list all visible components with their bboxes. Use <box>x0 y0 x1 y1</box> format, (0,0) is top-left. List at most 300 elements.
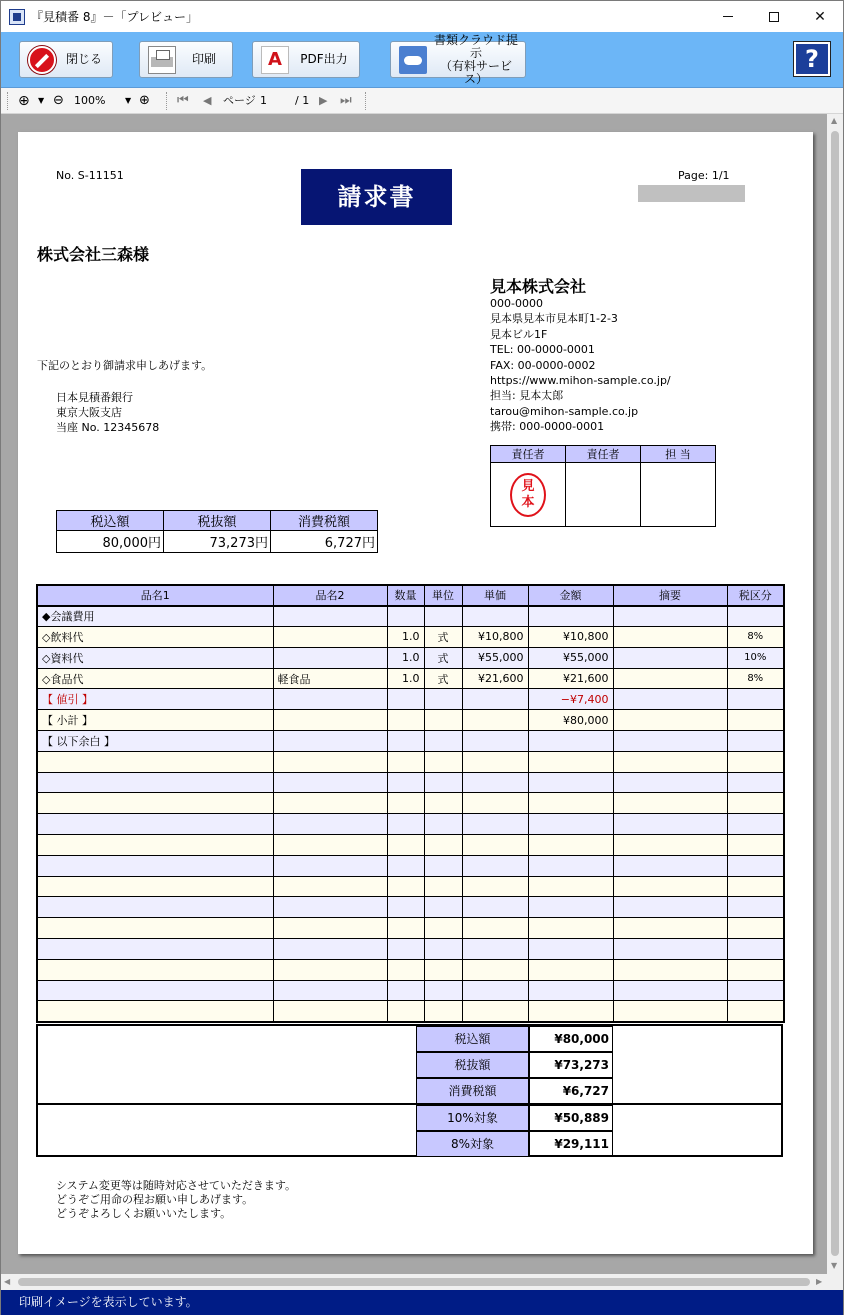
table-cell <box>462 939 528 960</box>
maximize-button[interactable] <box>751 1 797 32</box>
table-cell: 8% <box>727 627 784 648</box>
table-cell <box>424 855 462 876</box>
table-row <box>37 980 784 1001</box>
first-page-icon[interactable]: ⏮ <box>177 93 189 108</box>
column-header: 摘要 <box>613 585 727 606</box>
table-cell <box>613 689 727 710</box>
table-cell <box>387 939 424 960</box>
greeting-text: 下記のとおり御請求申しあげます。 <box>37 359 213 372</box>
help-button[interactable]: ? <box>794 42 830 76</box>
bank-line: 日本見積番銀行 <box>56 391 133 404</box>
bank-info <box>56 390 159 435</box>
summary-header: 消費税額 <box>271 511 378 531</box>
table-cell <box>528 751 613 772</box>
table-cell <box>462 876 528 897</box>
items-table <box>36 584 785 1023</box>
zoom-level[interactable]: 100% <box>74 94 106 107</box>
table-row <box>37 731 784 752</box>
note-line: システム変更等は随時対応させていただきます。 <box>56 1179 297 1192</box>
table-cell <box>273 814 387 835</box>
preview-navbar <box>1 88 843 114</box>
cloud-folder-icon <box>399 46 427 74</box>
table-cell <box>613 710 727 731</box>
approval-header: 責任者 <box>491 446 566 463</box>
app-icon <box>9 9 25 25</box>
table-cell <box>528 731 613 752</box>
table-cell <box>273 793 387 814</box>
table-row <box>37 647 784 668</box>
table-cell <box>37 876 273 897</box>
table-cell <box>424 710 462 731</box>
summary-header: 税抜額 <box>164 511 271 531</box>
table-row <box>37 835 784 856</box>
table-cell <box>37 939 273 960</box>
total-value: ¥73,273 <box>529 1052 613 1078</box>
toolbar-grip <box>7 92 9 110</box>
zoom-level-dropdown-icon[interactable]: ▼ <box>125 96 132 105</box>
table-cell: 1.0 <box>387 668 424 689</box>
table-cell <box>613 1001 727 1022</box>
table-cell <box>273 835 387 856</box>
minimize-icon <box>723 16 733 17</box>
total-row <box>416 1131 613 1157</box>
table-cell <box>727 876 784 897</box>
horizontal-scroll-thumb[interactable] <box>18 1278 810 1286</box>
table-cell <box>613 668 727 689</box>
table-row <box>37 751 784 772</box>
table-cell <box>727 710 784 731</box>
table-cell <box>424 731 462 752</box>
print-button-label: 印刷 <box>191 52 216 66</box>
table-cell: 【 以下余白 】 <box>37 731 273 752</box>
total-value: ¥50,889 <box>529 1105 613 1131</box>
notes <box>56 1179 296 1221</box>
table-cell <box>528 876 613 897</box>
total-label: 税込額 <box>416 1026 529 1052</box>
zoom-in-icon[interactable]: ⊕ <box>139 93 150 108</box>
table-row <box>37 1001 784 1022</box>
pdf-button-label: PDF出力 <box>300 52 348 66</box>
table-cell <box>37 751 273 772</box>
table-cell <box>273 751 387 772</box>
table-cell <box>273 980 387 1001</box>
table-cell <box>37 959 273 980</box>
summary-value: 73,273円 <box>164 531 271 553</box>
gray-bar <box>638 185 745 202</box>
status-bar: 印刷イメージを表示しています。 <box>1 1290 843 1315</box>
window-title: 『見積番 8』－「プレビュー」 <box>31 10 198 24</box>
table-cell <box>273 689 387 710</box>
table-cell <box>387 772 424 793</box>
table-cell <box>387 980 424 1001</box>
table-cell <box>387 918 424 939</box>
table-cell: 8% <box>727 668 784 689</box>
table-cell <box>37 1001 273 1022</box>
address-line: 見本ビル1F <box>490 327 548 341</box>
table-cell <box>273 710 387 731</box>
table-cell <box>528 793 613 814</box>
table-cell <box>424 918 462 939</box>
horizontal-scrollbar[interactable] <box>1 1274 843 1290</box>
table-cell <box>613 731 727 752</box>
table-cell: 式 <box>424 668 462 689</box>
table-cell <box>727 606 784 627</box>
page-indicator: Page: 1/1 <box>678 169 730 182</box>
table-cell <box>462 710 528 731</box>
table-cell <box>613 939 727 960</box>
table-cell: 式 <box>424 647 462 668</box>
total-value: ¥6,727 <box>529 1078 613 1104</box>
column-header: 金額 <box>528 585 613 606</box>
table-cell <box>462 731 528 752</box>
table-cell <box>387 710 424 731</box>
table-cell: ¥21,600 <box>462 668 528 689</box>
table-cell <box>424 897 462 918</box>
vertical-scrollbar[interactable] <box>827 114 843 1274</box>
table-cell: 1.0 <box>387 627 424 648</box>
table-cell <box>424 606 462 627</box>
table-cell: 10% <box>727 647 784 668</box>
table-cell <box>462 835 528 856</box>
table-row <box>37 627 784 648</box>
scroll-right-icon[interactable]: ▶ <box>816 1277 823 1286</box>
table-cell <box>727 1001 784 1022</box>
table-cell <box>424 876 462 897</box>
minimize-button[interactable] <box>705 1 751 32</box>
table-row <box>37 710 784 731</box>
cloud-label-line1: 書類クラウド提示 <box>433 32 518 60</box>
prev-page-icon[interactable]: ◀ <box>203 94 212 107</box>
issuer-company: 見本株式会社 <box>490 277 587 296</box>
table-cell <box>273 855 387 876</box>
table-cell <box>424 835 462 856</box>
totals-box <box>36 1024 783 1157</box>
approval-header: 担 当 <box>641 446 716 463</box>
address-line: TEL: 00-0000-0001 <box>490 343 595 357</box>
table-cell: ¥10,800 <box>462 627 528 648</box>
printer-icon <box>148 46 176 74</box>
cloud-label-line2: （有料サービス） <box>439 58 512 86</box>
table-cell <box>613 627 727 648</box>
table-cell <box>273 918 387 939</box>
column-header: 数量 <box>387 585 424 606</box>
table-cell <box>528 814 613 835</box>
table-cell <box>462 772 528 793</box>
table-cell <box>727 980 784 1001</box>
table-cell: ¥55,000 <box>528 647 613 668</box>
total-label: 10%対象 <box>416 1105 529 1131</box>
table-row <box>37 772 784 793</box>
table-cell <box>727 689 784 710</box>
table-cell <box>528 772 613 793</box>
table-cell <box>273 627 387 648</box>
table-cell <box>462 793 528 814</box>
approval-header: 責任者 <box>566 446 641 463</box>
summary-value: 6,727円 <box>271 531 378 553</box>
table-cell <box>462 606 528 627</box>
table-cell <box>462 751 528 772</box>
table-cell: ◇食品代 <box>37 668 273 689</box>
table-cell: −¥7,400 <box>528 689 613 710</box>
table-cell <box>462 855 528 876</box>
table-row <box>37 918 784 939</box>
total-row <box>416 1105 613 1131</box>
table-row <box>37 959 784 980</box>
summary-header: 税込額 <box>57 511 164 531</box>
vertical-scroll-thumb[interactable] <box>831 131 839 1256</box>
table-cell <box>528 606 613 627</box>
stamp-char: 見 <box>521 478 535 494</box>
summary-table <box>56 510 378 553</box>
address-line: 見本県見本市見本町1-2-3 <box>490 312 618 326</box>
table-cell: ¥80,000 <box>528 710 613 731</box>
table-cell <box>273 606 387 627</box>
table-row <box>37 855 784 876</box>
table-cell <box>37 814 273 835</box>
table-cell <box>387 793 424 814</box>
scroll-up-icon[interactable]: ▲ <box>831 116 838 125</box>
approval-cell <box>566 463 641 527</box>
table-cell <box>613 897 727 918</box>
table-cell <box>387 731 424 752</box>
title-bar <box>1 1 843 32</box>
column-header: 単位 <box>424 585 462 606</box>
table-cell <box>727 939 784 960</box>
total-row <box>416 1078 613 1104</box>
table-cell <box>37 793 273 814</box>
table-row <box>37 897 784 918</box>
table-cell <box>387 1001 424 1022</box>
table-cell <box>613 647 727 668</box>
scroll-down-icon[interactable]: ▼ <box>831 1261 838 1270</box>
name-stamp <box>510 473 546 517</box>
table-cell <box>37 980 273 1001</box>
bank-line: 当座 No. 12345678 <box>56 421 160 434</box>
table-cell <box>727 897 784 918</box>
table-cell: ¥55,000 <box>462 647 528 668</box>
total-value: ¥29,111 <box>529 1131 613 1157</box>
table-cell <box>273 647 387 668</box>
approval-table <box>490 445 716 527</box>
table-cell <box>528 897 613 918</box>
table-cell <box>462 918 528 939</box>
table-cell <box>387 835 424 856</box>
table-cell <box>387 897 424 918</box>
table-cell: ◆会議費用 <box>37 606 273 627</box>
table-cell <box>727 731 784 752</box>
table-cell <box>528 1001 613 1022</box>
table-cell <box>462 814 528 835</box>
table-cell <box>727 918 784 939</box>
table-cell <box>727 855 784 876</box>
table-cell <box>273 772 387 793</box>
table-cell <box>613 918 727 939</box>
document-number: No. S-11151 <box>56 169 124 182</box>
items-header-row <box>37 585 784 606</box>
close-button-label: 閉じる <box>65 52 102 66</box>
table-row <box>37 689 784 710</box>
table-cell <box>613 980 727 1001</box>
table-row <box>37 814 784 835</box>
table-cell <box>528 918 613 939</box>
pdf-export-button[interactable] <box>252 41 360 78</box>
table-cell <box>462 959 528 980</box>
table-cell <box>424 814 462 835</box>
table-row <box>37 876 784 897</box>
table-cell: ◇飲料代 <box>37 627 273 648</box>
table-cell <box>273 959 387 980</box>
table-cell <box>37 855 273 876</box>
table-row <box>37 793 784 814</box>
table-cell <box>462 689 528 710</box>
table-cell: 式 <box>424 627 462 648</box>
table-cell <box>613 876 727 897</box>
table-cell <box>37 918 273 939</box>
table-cell <box>528 835 613 856</box>
table-cell <box>462 897 528 918</box>
zoom-dropdown-icon[interactable]: ▼ <box>38 96 45 105</box>
table-cell <box>424 980 462 1001</box>
table-cell <box>387 814 424 835</box>
zoom-out-icon[interactable]: ⊖ <box>53 93 64 108</box>
close-window-button[interactable] <box>797 1 843 32</box>
last-page-icon[interactable]: ⏭ <box>340 93 352 108</box>
table-cell <box>273 876 387 897</box>
note-line: どうぞご用命の程お願い申しあげます。 <box>56 1193 254 1206</box>
table-cell <box>424 1001 462 1022</box>
toolbar-separator <box>166 92 168 110</box>
table-cell <box>727 835 784 856</box>
table-cell <box>727 959 784 980</box>
table-cell <box>387 959 424 980</box>
total-label: 8%対象 <box>416 1131 529 1157</box>
total-row <box>416 1026 613 1052</box>
table-cell: 1.0 <box>387 647 424 668</box>
table-cell <box>613 959 727 980</box>
table-cell <box>387 855 424 876</box>
table-cell <box>727 793 784 814</box>
table-cell <box>727 814 784 835</box>
table-cell <box>613 772 727 793</box>
table-cell <box>727 751 784 772</box>
scroll-left-icon[interactable]: ◀ <box>4 1277 11 1286</box>
address-line: https://www.mihon-sample.co.jp/ <box>490 374 671 388</box>
print-button[interactable] <box>139 41 233 78</box>
stamp-char: 本 <box>521 494 535 510</box>
close-button[interactable] <box>19 41 113 78</box>
table-cell <box>424 939 462 960</box>
total-row <box>416 1052 613 1078</box>
table-cell <box>613 814 727 835</box>
table-cell <box>528 959 613 980</box>
document-page <box>18 132 813 1254</box>
pdf-icon <box>261 46 289 74</box>
table-cell <box>424 959 462 980</box>
table-cell: 【 小計 】 <box>37 710 273 731</box>
table-cell <box>462 980 528 1001</box>
toolbar <box>1 32 843 88</box>
table-cell <box>387 751 424 772</box>
zoom-icon[interactable]: ⊕ <box>18 93 30 109</box>
table-cell <box>727 772 784 793</box>
table-cell <box>424 772 462 793</box>
totals-divider <box>38 1103 781 1105</box>
table-cell <box>613 606 727 627</box>
table-cell <box>37 772 273 793</box>
table-cell <box>387 876 424 897</box>
total-value: ¥80,000 <box>529 1026 613 1052</box>
address-line: 000-0000 <box>490 297 543 310</box>
next-page-icon[interactable]: ▶ <box>319 94 328 107</box>
address-line: 携帯: 000-0000-0001 <box>490 420 605 434</box>
column-header: 品名2 <box>273 585 387 606</box>
close-icon: ✕ <box>814 8 826 25</box>
table-row <box>37 668 784 689</box>
table-cell <box>424 751 462 772</box>
table-cell <box>273 731 387 752</box>
table-cell: ¥10,800 <box>528 627 613 648</box>
column-header: 税区分 <box>727 585 784 606</box>
total-label: 税抜額 <box>416 1052 529 1078</box>
approval-cell <box>491 463 566 527</box>
toolbar-separator-2 <box>365 92 367 110</box>
table-row <box>37 939 784 960</box>
table-cell: 【 値引 】 <box>37 689 273 710</box>
address-line: 担当: 見本太郎 <box>490 389 564 403</box>
cloud-button-label <box>431 34 521 86</box>
approval-cell <box>641 463 716 527</box>
table-cell <box>273 1001 387 1022</box>
table-cell <box>613 835 727 856</box>
table-cell <box>387 689 424 710</box>
table-cell <box>528 980 613 1001</box>
bank-line: 東京大阪支店 <box>56 406 122 419</box>
table-cell <box>528 855 613 876</box>
table-cell <box>37 897 273 918</box>
table-cell: ◇資料代 <box>37 647 273 668</box>
table-cell: 軽食品 <box>273 668 387 689</box>
summary-value: 80,000円 <box>57 531 164 553</box>
table-cell <box>613 793 727 814</box>
table-cell <box>613 855 727 876</box>
cloud-present-button[interactable] <box>390 32 526 86</box>
column-header: 単価 <box>462 585 528 606</box>
customer-name: 株式会社三森様 <box>37 245 150 264</box>
address-line: tarou@mihon-sample.co.jp <box>490 404 639 418</box>
page-label: ページ <box>223 94 256 107</box>
table-cell <box>462 1001 528 1022</box>
table-cell <box>273 939 387 960</box>
page-number-input[interactable]: 1 <box>260 94 267 107</box>
issuer-address <box>490 296 671 435</box>
table-cell <box>424 793 462 814</box>
table-row <box>37 606 784 627</box>
maximize-icon <box>769 12 779 22</box>
close-circle-icon <box>28 46 56 74</box>
address-line: FAX: 00-0000-0002 <box>490 358 596 372</box>
document-title: 請求書 <box>301 169 452 225</box>
table-cell: ¥21,600 <box>528 668 613 689</box>
table-cell <box>273 897 387 918</box>
page-total: / 1 <box>295 94 310 107</box>
note-line: どうぞよろしくお願いいたします。 <box>56 1207 232 1220</box>
column-header: 品名1 <box>37 585 273 606</box>
table-cell <box>424 689 462 710</box>
table-cell <box>37 835 273 856</box>
total-label: 消費税額 <box>416 1078 529 1104</box>
table-cell <box>613 751 727 772</box>
table-cell <box>528 939 613 960</box>
